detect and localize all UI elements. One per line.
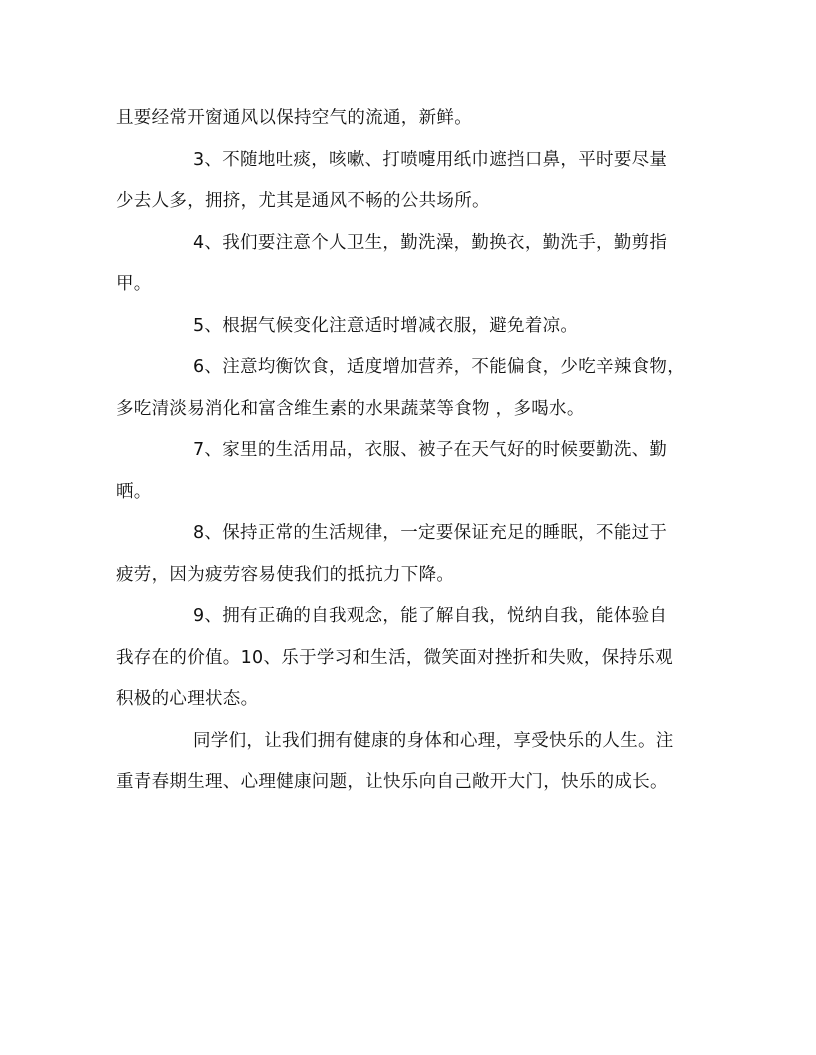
- list-item-5: 5、根据气候变化注意适时增减衣服，避免着凉。: [193, 315, 579, 336]
- list-item-3-line-2: 少去人多，拥挤，尤其是通风不畅的公共场所。: [116, 191, 490, 211]
- list-item-4-line-1: 4、我们要注意个人卫生，勤洗澡，勤换衣，勤洗手，勤剪指: [193, 232, 668, 253]
- list-item-6-line-2: 多吃清淡易消化和富含维生素的水果蔬菜等食物 ，多喝水。: [116, 398, 585, 419]
- list-item-3-line-1: 3、不随地吐痰，咳嗽、打喷嚏用纸巾遮挡口鼻，平时要尽量: [193, 149, 668, 170]
- list-item-8-line-1: 8、保持正常的生活规律，一定要保证充足的睡眠，不能过于: [193, 523, 668, 543]
- list-item-9-line-1: 9、拥有正确的自我观念，能了解自我，悦纳自我，能体验自: [193, 606, 668, 626]
- list-item-9-line-2: 我存在的价值。10、乐于学习和生活，微笑面对挫折和失败，保持乐观: [116, 647, 673, 668]
- text-line: 且要经常开窗通风以保持空气的流通，新鲜。: [116, 108, 472, 128]
- list-item-4-line-2: 甲。: [116, 274, 152, 294]
- closing-paragraph-line-1: 同学们，让我们拥有健康的身体和心理，享受快乐的人生。注: [193, 730, 674, 751]
- list-item-7-line-1: 7、家里的生活用品，衣服、被子在天气好的时候要勤洗、勤: [193, 440, 668, 460]
- list-item-6-line-1: 6、注意均衡饮食，适度增加营养，不能偏食，少吃辛辣食物，: [193, 357, 686, 377]
- closing-paragraph-line-2: 重青春期生理、心理健康问题，让快乐向自己敞开大门，快乐的成长。: [116, 772, 668, 792]
- list-item-9-line-3: 积极的心理状态。: [116, 689, 259, 709]
- list-item-8-line-2: 疲劳，因为疲劳容易使我们的抵抗力下降。: [116, 564, 455, 585]
- document-body: [116, 98, 700, 804]
- list-item-7-line-2: 晒。: [116, 481, 152, 502]
